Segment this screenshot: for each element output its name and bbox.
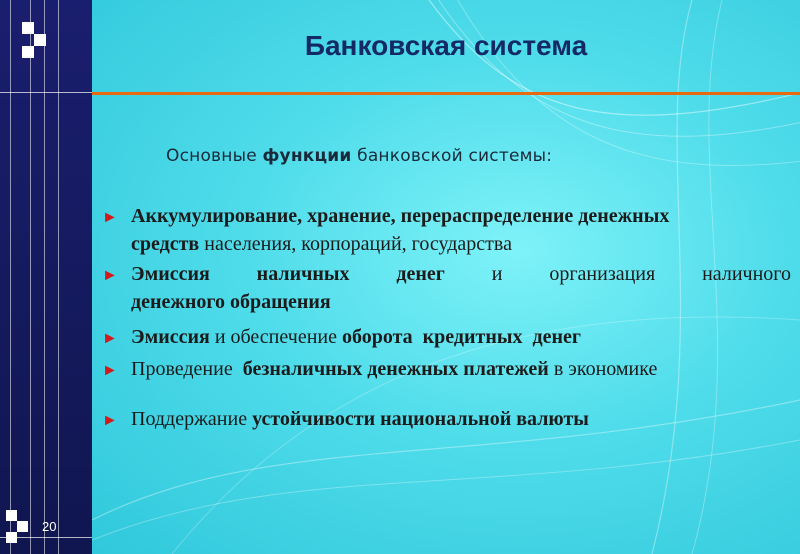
slide-subtitle xyxy=(166,146,552,166)
text-run: Аккумулирование, хранение, перераспределение денежных xyxy=(131,205,670,227)
sidebar-line xyxy=(10,0,11,554)
text-run: и организация наличного xyxy=(444,263,791,285)
text-run: Поддержание xyxy=(131,408,253,430)
list-item-text xyxy=(131,405,791,433)
page-number: 20 xyxy=(42,519,57,534)
text-run: безналичных денежных платежей xyxy=(242,358,549,380)
text-run: в экономике xyxy=(548,358,658,380)
list-item-text xyxy=(131,355,791,383)
triangle-bullet-icon: ► xyxy=(102,412,118,429)
subtitle-prefix: Основные xyxy=(166,146,263,166)
text-run: устойчивости национальной валюты xyxy=(252,408,589,430)
text-run: Эмиссия наличных денег xyxy=(131,263,445,285)
title-underline xyxy=(92,92,800,95)
text-run: и обеспечение xyxy=(209,326,342,348)
text-run: населения, корпораций, государства xyxy=(199,233,512,255)
triangle-bullet-icon: ► xyxy=(102,330,118,347)
sidebar-rule xyxy=(0,92,92,93)
triangle-bullet-icon: ► xyxy=(102,362,118,379)
decor-square xyxy=(6,510,17,521)
text-run: Проведение xyxy=(131,358,243,380)
slide-title: Банковская система xyxy=(304,30,588,61)
decor-square xyxy=(22,22,34,34)
text-run: средств xyxy=(131,233,200,255)
triangle-bullet-icon: ► xyxy=(102,267,118,284)
text-run: оборота кредитных денег xyxy=(341,326,581,348)
sidebar-line xyxy=(58,0,59,554)
list-item-text xyxy=(131,260,791,316)
triangle-bullet-icon: ► xyxy=(102,209,118,226)
decor-square xyxy=(6,532,17,543)
slide-content xyxy=(92,0,800,554)
subtitle-bold: функции xyxy=(262,146,352,166)
justified-line xyxy=(131,260,791,288)
sidebar-line xyxy=(30,0,31,554)
text-run: денежного обращения xyxy=(131,291,331,313)
left-sidebar xyxy=(0,0,92,554)
decor-square xyxy=(34,34,46,46)
list-item-text xyxy=(131,202,791,258)
decor-square xyxy=(17,521,28,532)
text-run: Эмиссия xyxy=(131,326,210,348)
sidebar-line xyxy=(44,0,45,554)
subtitle-suffix: банковской системы: xyxy=(351,146,553,166)
decor-square xyxy=(22,46,34,58)
list-item-text xyxy=(131,323,791,351)
